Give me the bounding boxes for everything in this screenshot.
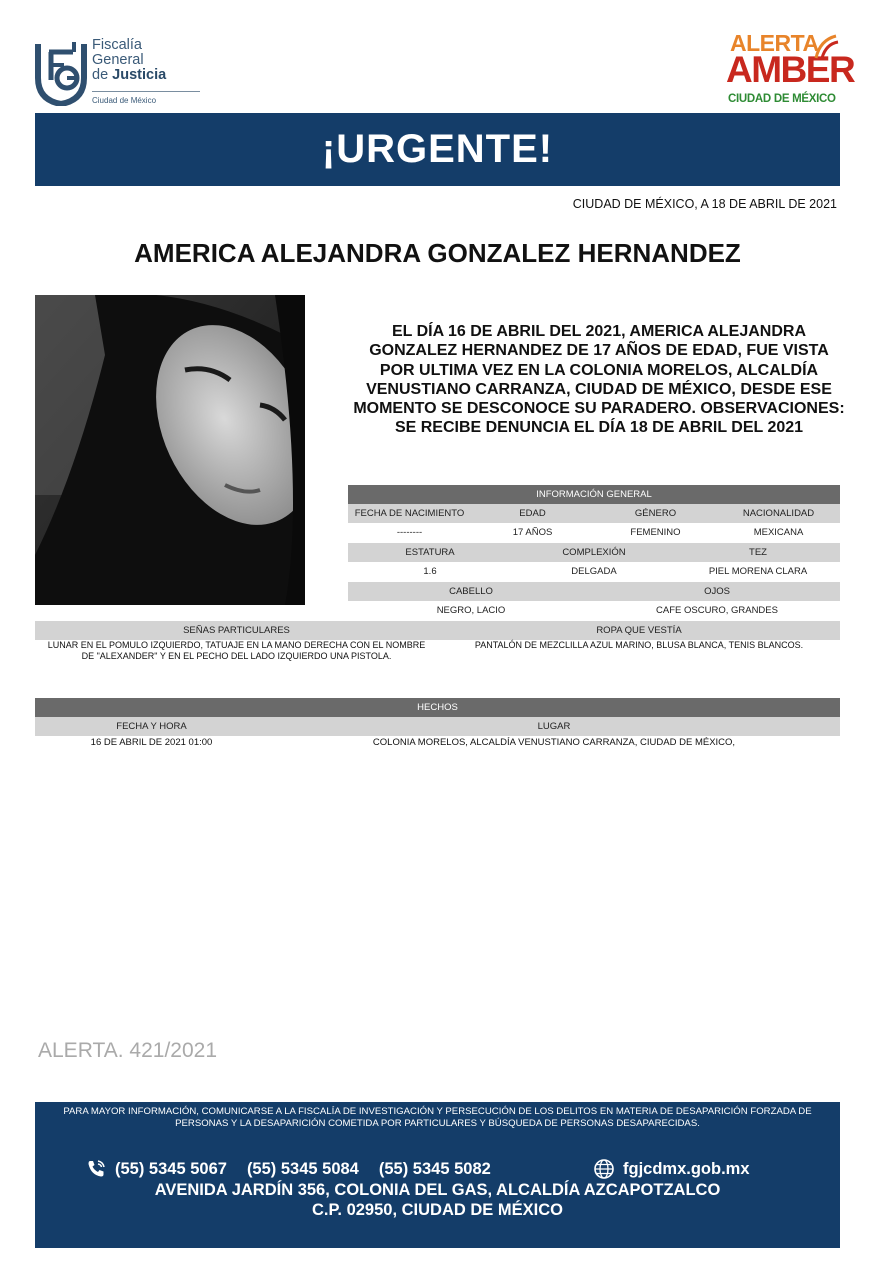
fgj-line-2: General xyxy=(92,52,144,68)
phone-number-1[interactable]: (55) 5345 5067 xyxy=(115,1159,227,1178)
facts-value-row xyxy=(35,737,840,751)
fgj-line-3-pre: de xyxy=(92,67,113,83)
info-header-row-3 xyxy=(348,582,840,601)
info-header-row-2 xyxy=(348,543,840,562)
footer-info-text: PARA MAYOR INFORMACIÓN, COMUNICARSE A LA FISCALÍA DE INVESTIGACIÓN Y PERSECUCIÓN DE LOS DELITOS EN MATERIA DE DESAPARICIÓN FORZADA DE PERSONAS Y LA DESAPARICIÓN COMETIDA POR PARTICULARES Y BÚSQUEDA DE PERSONAS DESAPARECIDAS. xyxy=(63,1106,812,1129)
general-info-table xyxy=(348,485,840,621)
value-birthdate: -------- xyxy=(396,527,423,538)
contact-footer xyxy=(35,1102,840,1248)
value-height: 1.6 xyxy=(423,566,437,577)
header-nationality: NACIONALIDAD xyxy=(742,508,815,519)
phone-icon xyxy=(85,1158,107,1180)
header-date-time: FECHA Y HORA xyxy=(116,721,187,732)
portrait-illustration xyxy=(35,295,305,605)
value-date-time: 16 DE ABRIL DE 2021 01:00 xyxy=(90,737,213,748)
urgent-title: ¡URGENTE! xyxy=(321,127,554,171)
general-info-title-row xyxy=(348,485,840,504)
fgj-city: Ciudad de México xyxy=(92,96,157,105)
header-hair: CABELLO xyxy=(449,586,493,597)
header-distinguishing-marks: SEÑAS PARTICULARES xyxy=(183,625,290,636)
info-value-row-3 xyxy=(348,601,840,621)
fgj-divider xyxy=(92,91,200,92)
facts-title-row xyxy=(35,698,840,717)
header-eyes: OJOS xyxy=(704,586,730,597)
features-header-row xyxy=(35,621,840,640)
value-age: 17 AÑOS xyxy=(512,527,553,538)
date-line: CIUDAD DE MÉXICO, A 18 DE ABRIL DE 2021 xyxy=(572,197,837,211)
person-name: AMERICA ALEJANDRA GONZALEZ HERNANDEZ xyxy=(134,238,741,268)
footer-phones xyxy=(85,1158,511,1180)
fgj-line-3-bold: Justicia xyxy=(112,67,167,83)
header-clothing: ROPA QUE VESTÍA xyxy=(596,625,682,636)
case-description: EL DÍA 16 DE ABRIL DEL 2021, AMERICA ALEJANDRA GONZALEZ HERNANDEZ DE 17 AÑOS DE EDAD, FUE VISTA POR ULTIMA VEZ EN LA COLONIA MORELOS, ALCALDÍA VENUSTIANO CARRANZA, CIUDAD DE MÉXICO, DESDE ESE MOMENTO SE DESCONOCE SU PARADERO. OBSERVACIONES: SE RECIBE DENUNCIA EL DÍA 18 DE ABRIL DEL 2021 xyxy=(353,323,845,437)
fgj-emblem-icon xyxy=(34,38,88,106)
value-build: DELGADA xyxy=(571,566,617,577)
amber-word-alerta: ALERTA xyxy=(730,30,819,56)
urgent-banner xyxy=(35,113,840,186)
general-info-title: INFORMACIÓN GENERAL xyxy=(536,489,652,500)
alert-number: ALERTA. 421/2021 xyxy=(38,1039,218,1062)
address-line-2: C.P. 02950, CIUDAD DE MÉXICO xyxy=(312,1201,563,1219)
value-place: COLONIA MORELOS, ALCALDÍA VENUSTIANO CARRANZA, CIUDAD DE MÉXICO, xyxy=(372,737,736,748)
header-height: ESTATURA xyxy=(405,547,455,558)
header-gender: GÉNERO xyxy=(634,508,677,519)
address-line-1: AVENIDA JARDÍN 356, COLONIA DEL GAS, ALCALDÍA AZCAPOTZALCO xyxy=(154,1181,721,1199)
value-eyes: CAFE OSCURO, GRANDES xyxy=(656,605,778,616)
fgj-logo xyxy=(34,34,184,108)
missing-person-photo xyxy=(35,295,305,605)
footer-website xyxy=(593,1158,750,1180)
value-distinguishing-marks: LUNAR EN EL POMULO IZQUIERDO, TATUAJE EN LA MANO DERECHA CON EL NOMBRE DE "ALEXANDER" Y EN EL PECHO DEL LADO IZQUIERDO UNA PISTOLA. xyxy=(47,640,426,661)
value-gender: FEMENINO xyxy=(630,527,681,538)
fgj-wordmark xyxy=(92,38,192,83)
globe-icon xyxy=(593,1158,615,1180)
header-age: EDAD xyxy=(519,508,546,519)
website-link[interactable]: fgjcdmx.gob.mx xyxy=(623,1159,750,1178)
alerta-amber-logo xyxy=(726,30,855,110)
amber-word-amber: AMBER xyxy=(726,49,855,90)
value-nationality: MEXICANA xyxy=(753,527,804,538)
header-place: LUGAR xyxy=(537,721,571,732)
header-birthdate: FECHA DE NACIMIENTO xyxy=(354,508,465,519)
info-value-row-1 xyxy=(348,523,840,543)
amber-city: CIUDAD DE MÉXICO xyxy=(728,93,836,105)
fgj-line-1: Fiscalía xyxy=(92,37,142,53)
value-complexion: PIEL MORENA CLARA xyxy=(708,566,808,577)
info-value-row-2 xyxy=(348,562,840,582)
facts-header-row xyxy=(35,717,840,736)
phone-number-2[interactable]: (55) 5345 5084 xyxy=(246,1159,359,1178)
info-header-row-1 xyxy=(348,504,840,523)
facts-title: HECHOS xyxy=(417,702,458,713)
amber-swoosh-icon xyxy=(814,32,840,60)
value-hair: NEGRO, LACIO xyxy=(436,605,506,616)
header-build: COMPLEXIÓN xyxy=(562,547,626,558)
features-value-row xyxy=(35,640,840,662)
value-clothing: PANTALÓN DE MEZCLILLA AZUL MARINO, BLUSA BLANCA, TENIS BLANCOS. xyxy=(474,640,804,650)
phone-number-3[interactable]: (55) 5345 5082 xyxy=(378,1159,491,1178)
header-complexion: TEZ xyxy=(749,547,767,558)
footer-address xyxy=(35,1180,840,1220)
